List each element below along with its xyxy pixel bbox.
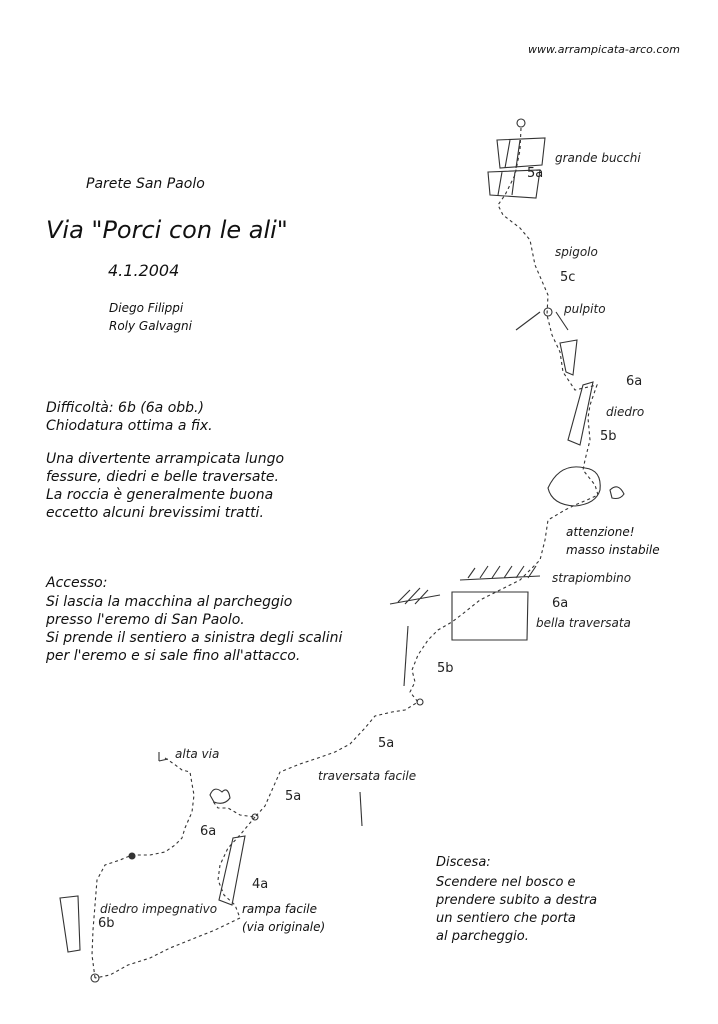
- grade-label: 5a: [285, 789, 302, 804]
- label-rampa-facile: rampa facile (via originale): [242, 902, 326, 934]
- crack-1: [404, 626, 408, 686]
- wall-name: Parete San Paolo: [86, 176, 205, 192]
- label-traversata-facile: traversata facile: [318, 769, 417, 783]
- grade-label: 6b: [98, 916, 115, 931]
- unstable-block: [548, 467, 600, 506]
- diedro-flake-2: [568, 382, 593, 445]
- label-pulpito: pulpito: [564, 302, 606, 316]
- grade-label: 5a: [378, 736, 395, 751]
- route-line: [92, 128, 598, 978]
- belay-top: [517, 119, 525, 127]
- rampa-flake: [219, 836, 245, 905]
- strapiombino-hatch: [460, 566, 540, 580]
- label-alta-via: alta via: [175, 747, 220, 761]
- belay-4: [129, 853, 135, 859]
- crack-2: [360, 792, 362, 826]
- label-grande-bucchi: grande bucchi: [555, 151, 641, 165]
- grade-label: 6a: [200, 824, 217, 839]
- grade-label: 5a: [527, 166, 544, 181]
- grade-label: 6a: [626, 374, 643, 389]
- grade-label: 5c: [560, 270, 576, 285]
- access-heading: Accesso:: [46, 575, 108, 591]
- label-spigolo: spigolo: [555, 245, 598, 259]
- route-title: Via "Porci con le ali": [46, 216, 288, 244]
- traversata-box: [452, 592, 528, 640]
- difficulty-info: Difficoltà: 6b (6a obb.) Chiodatura ottima a fix.: [46, 400, 213, 434]
- website-url: www.arrampicata-arco.com: [528, 43, 680, 56]
- label-attenzione: attenzione! masso instabile: [566, 525, 660, 557]
- boulder-small: [610, 487, 624, 499]
- descent-heading: Discesa:: [436, 855, 491, 870]
- bush: [210, 789, 230, 803]
- label-diedro: diedro: [606, 405, 645, 419]
- grade-label: 5b: [437, 661, 454, 676]
- author-2: Roly Galvagni: [109, 319, 192, 333]
- route-date: 4.1.2004: [108, 261, 180, 280]
- route-description: Una divertente arrampicata lungo fessure, diedri e belle traversate. La roccia è generalmente buona eccetto alcuni brevissimi tratti.: [46, 451, 285, 521]
- pulpito-sketch: [516, 312, 568, 330]
- belay-2: [417, 699, 423, 705]
- diedro-impegnativo-flake: [60, 896, 80, 952]
- grade-label: 6a: [552, 596, 569, 611]
- label-bella-traversata: bella traversata: [536, 616, 631, 630]
- access-text: Si lascia la macchina al parcheggio presso l'eremo di San Paolo. Si prende il sentiero a sinistra degli scalini per l'eremo e si sale fino all'attacco.: [46, 594, 343, 664]
- label-diedro-impegnativo: diedro impegnativo: [100, 902, 218, 916]
- author-1: Diego Filippi: [109, 301, 184, 315]
- belay-pulpito: [544, 308, 552, 316]
- descent-text: Scendere nel bosco e prendere subito a destra un sentiero che porta al parcheggio.: [436, 875, 598, 944]
- alta-via-arrow: [159, 752, 168, 761]
- label-strapiombino: strapiombino: [552, 571, 632, 585]
- grade-label: 5b: [600, 429, 617, 444]
- overhang-left: [390, 588, 440, 604]
- grade-label: 4a: [252, 877, 269, 892]
